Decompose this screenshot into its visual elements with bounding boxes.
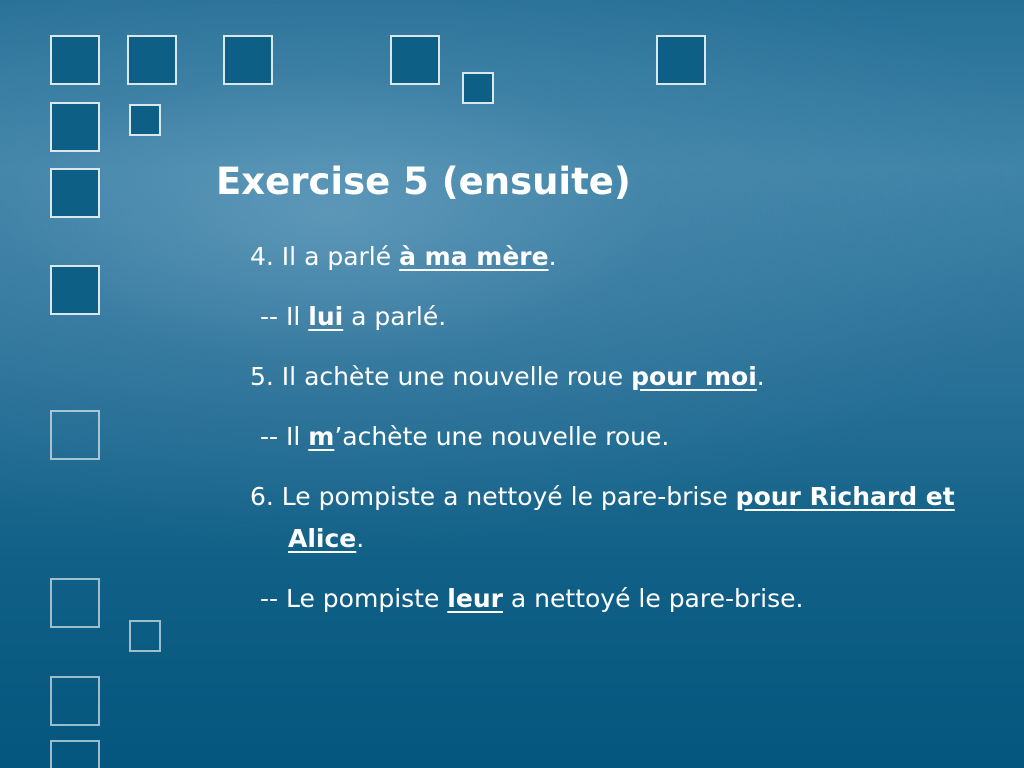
decor-square xyxy=(50,265,100,315)
sentence-text: -- Il xyxy=(260,302,309,331)
sentence-text: 6. Le pompiste a nettoyé le pare-brise xyxy=(250,482,736,511)
decor-square xyxy=(50,168,100,218)
decor-square xyxy=(50,578,100,628)
sentence-text: 4. Il a parlé xyxy=(250,242,400,271)
slide-content xyxy=(250,236,990,638)
sentence-text: -- Le pompiste xyxy=(260,584,448,613)
sentence-6 xyxy=(250,476,978,560)
sentence-4 xyxy=(250,236,990,278)
decor-square xyxy=(50,740,100,768)
decor-square xyxy=(50,410,100,460)
decor-square xyxy=(50,676,100,726)
sentence-text: . xyxy=(756,362,765,391)
sentence-text: -- Il xyxy=(260,422,309,451)
highlighted-pronoun: m xyxy=(308,422,335,451)
decor-square xyxy=(50,35,100,85)
highlighted-phrase: pour moi xyxy=(631,362,757,391)
decor-square xyxy=(390,35,440,85)
highlighted-pronoun: leur xyxy=(447,584,503,613)
sentence-text: a parlé. xyxy=(343,302,447,331)
answer-6 xyxy=(250,578,990,620)
sentence-text: . xyxy=(356,524,365,553)
sentence-5 xyxy=(250,356,990,398)
sentence-text: . xyxy=(548,242,557,271)
highlighted-phrase: pour Richard et Alice xyxy=(288,482,955,553)
sentence-text: ’achète une nouvelle roue. xyxy=(334,422,670,451)
highlighted-phrase: à ma mère xyxy=(399,242,549,271)
decor-square xyxy=(223,35,273,85)
decor-square xyxy=(129,620,161,652)
slide-title: Exercise 5 (ensuite) xyxy=(216,160,631,203)
answer-5 xyxy=(250,416,990,458)
sentence-text: a nettoyé le pare-brise. xyxy=(502,584,804,613)
answer-4 xyxy=(250,296,990,338)
decor-square xyxy=(462,72,494,104)
decor-square xyxy=(127,35,177,85)
sentence-text: 5. Il achète une nouvelle roue xyxy=(250,362,632,391)
decor-square xyxy=(656,35,706,85)
highlighted-pronoun: lui xyxy=(308,302,344,331)
decor-square xyxy=(129,104,161,136)
decor-square xyxy=(50,102,100,152)
